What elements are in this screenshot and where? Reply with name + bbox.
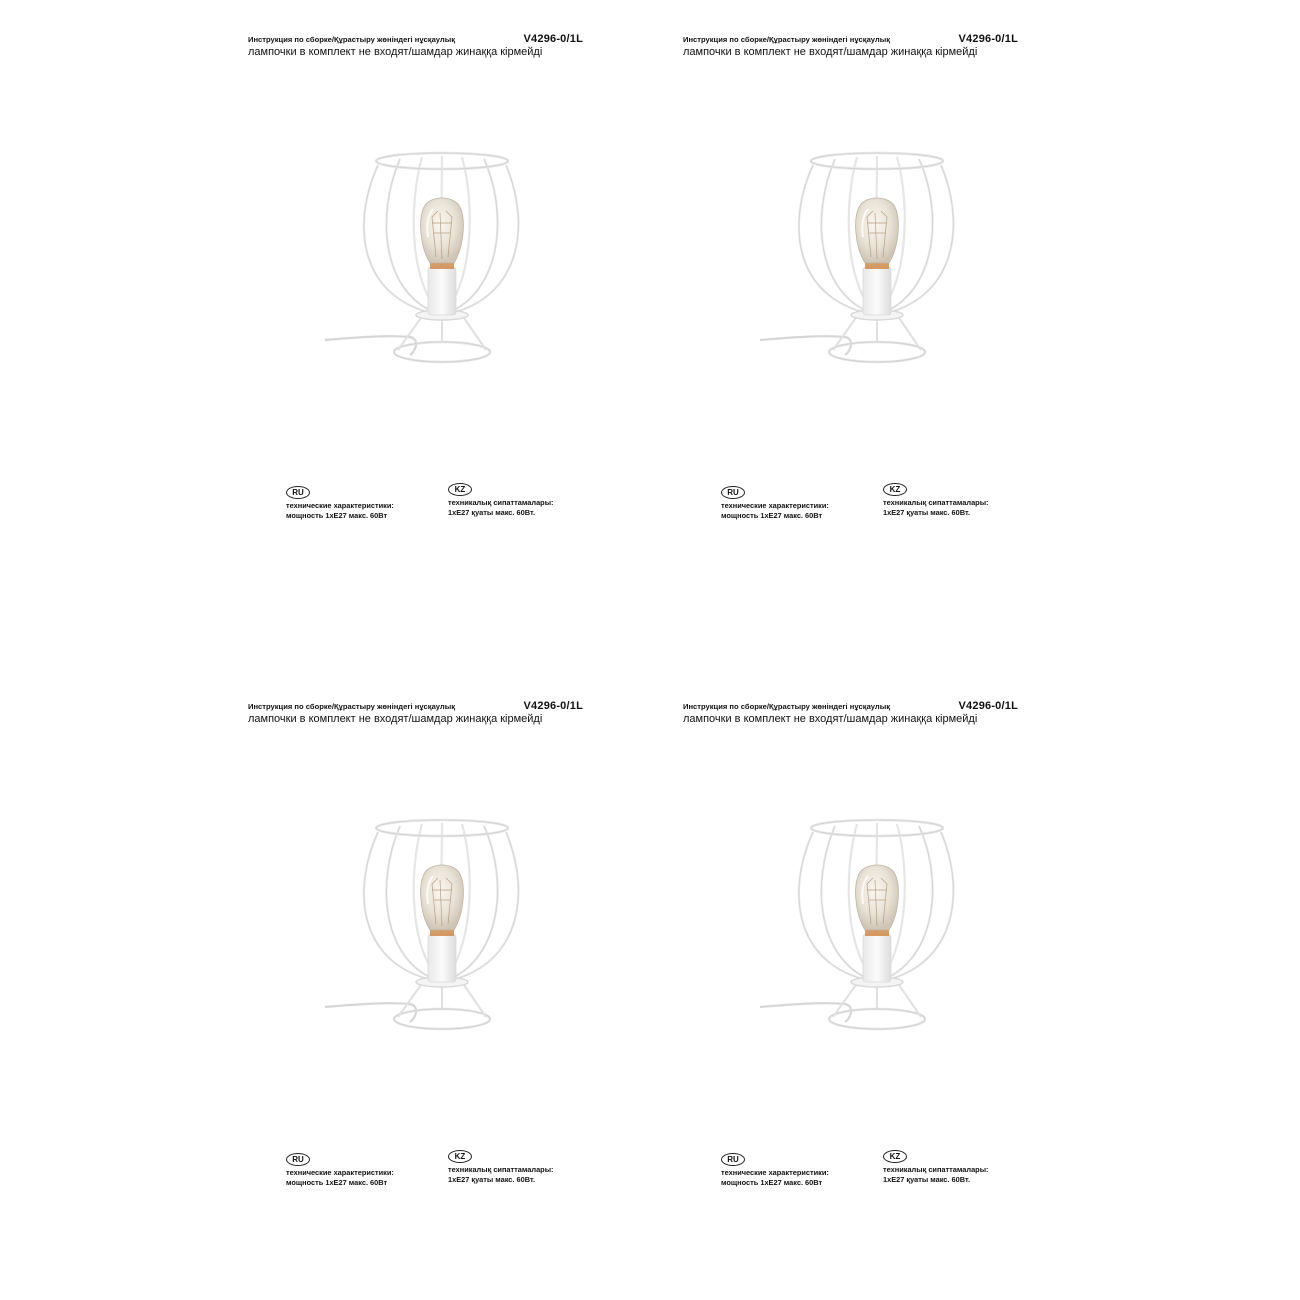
spec-kz-title: техникалық сипаттамалары: — [448, 1165, 554, 1174]
spec-kz — [883, 1150, 988, 1185]
header-line-1 — [248, 700, 583, 712]
header-line-1 — [683, 33, 1018, 45]
spec-ru — [721, 1153, 829, 1188]
spec-ru — [286, 1153, 394, 1188]
table-lamp-illustration — [755, 804, 955, 1044]
spec-kz — [883, 483, 988, 518]
ru-badge: RU — [721, 486, 745, 499]
ru-badge: RU — [286, 1153, 310, 1166]
spec-ru-title: технические характеристики: — [286, 1168, 394, 1177]
spec-ru-title: технические характеристики: — [286, 501, 394, 510]
instruction-panel-top-right — [635, 25, 1155, 625]
panel-header — [248, 33, 583, 58]
model-number: V4296-0/1L — [958, 33, 1018, 45]
kz-badge: KZ — [883, 1150, 907, 1163]
ru-badge: RU — [286, 486, 310, 499]
spec-kz-title: техникалық сипаттамалары: — [883, 498, 989, 507]
spec-ru-title: технические характеристики: — [721, 1168, 829, 1177]
table-lamp-illustration — [320, 804, 520, 1044]
spec-kz-value: 1xE27 қуаты макс. 60Вт. — [883, 508, 971, 517]
assembly-instruction-title: Инструкция по сборке/Құрастыру жөніндегі нұсқаулық — [248, 702, 456, 711]
spec-ru-value: мощность 1xE27 макс. 60Вт — [286, 1178, 388, 1187]
model-number: V4296-0/1L — [523, 33, 583, 45]
kz-badge: KZ — [883, 483, 907, 496]
spec-ru-value: мощность 1xE27 макс. 60Вт — [286, 511, 388, 520]
spec-kz-value: 1xE27 қуаты макс. 60Вт. — [448, 1175, 536, 1184]
assembly-instruction-title: Инструкция по сборке/Құрастыру жөніндегі нұсқаулық — [683, 35, 891, 44]
header-line-1 — [683, 700, 1018, 712]
spec-kz-value: 1xE27 қуаты макс. 60Вт. — [448, 508, 536, 517]
ru-badge: RU — [721, 1153, 745, 1166]
panel-header — [683, 33, 1018, 58]
header-line-1 — [248, 33, 583, 45]
assembly-instruction-title: Инструкция по сборке/Құрастыру жөніндегі нұсқаулық — [683, 702, 891, 711]
panel-header — [683, 700, 1018, 725]
spec-kz-title: техникалық сипаттамалары: — [448, 498, 554, 507]
bulb-not-included-note: лампочки в комплект не входят/шамдар жинаққа кірмейді — [683, 713, 978, 725]
spec-ru-value: мощность 1xE27 макс. 60Вт — [721, 1178, 823, 1187]
instruction-panel-bottom-right — [635, 692, 1155, 1292]
spec-ru — [286, 486, 394, 521]
model-number: V4296-0/1L — [958, 700, 1018, 712]
bulb-not-included-note: лампочки в комплект не входят/шамдар жинаққа кірмейді — [683, 46, 978, 58]
assembly-instruction-title: Инструкция по сборке/Құрастыру жөніндегі нұсқаулық — [248, 35, 456, 44]
spec-ru-title: технические характеристики: — [721, 501, 829, 510]
table-lamp-illustration — [755, 137, 955, 377]
table-lamp-illustration — [320, 137, 520, 377]
spec-kz — [448, 483, 553, 518]
bulb-not-included-note: лампочки в комплект не входят/шамдар жинаққа кірмейді — [248, 46, 543, 58]
kz-badge: KZ — [448, 483, 472, 496]
spec-kz — [448, 1150, 553, 1185]
spec-ru-value: мощность 1xE27 макс. 60Вт — [721, 511, 823, 520]
spec-kz-title: техникалық сипаттамалары: — [883, 1165, 989, 1174]
panel-header — [248, 700, 583, 725]
spec-ru — [721, 486, 829, 521]
kz-badge: KZ — [448, 1150, 472, 1163]
model-number: V4296-0/1L — [523, 700, 583, 712]
bulb-not-included-note: лампочки в комплект не входят/шамдар жинаққа кірмейді — [248, 713, 543, 725]
spec-kz-value: 1xE27 қуаты макс. 60Вт. — [883, 1175, 971, 1184]
